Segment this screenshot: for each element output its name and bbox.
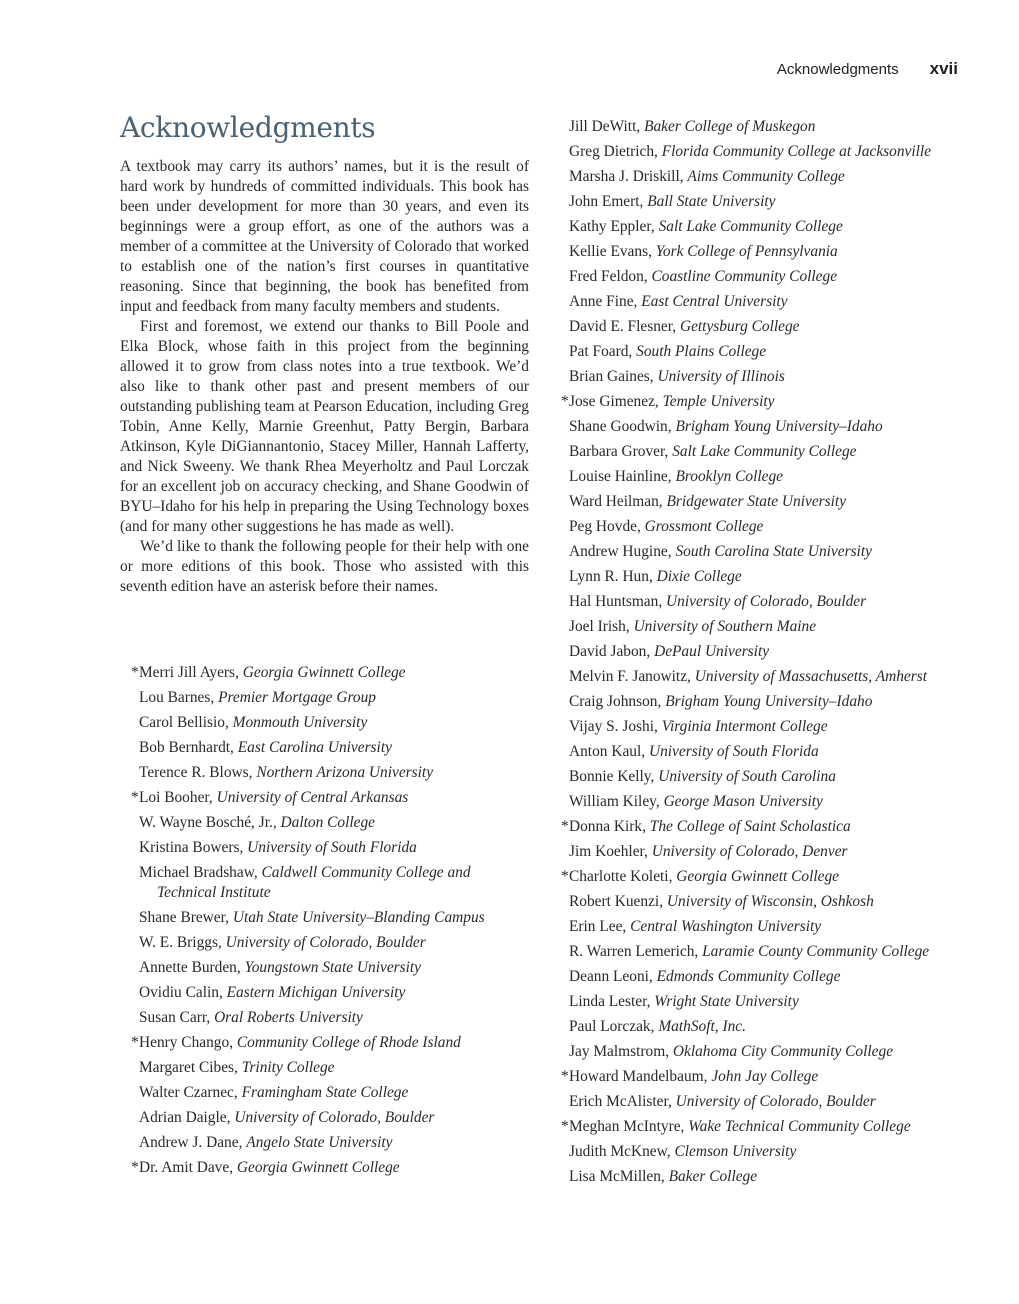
reviewer-name: William Kiley: [569, 793, 656, 810]
reviewer-name: Carol Bellisio: [139, 714, 225, 731]
reviewer-institution: University of Massachusetts, Amherst: [694, 668, 928, 685]
reviewer-institution: Caldwell Community College and Technical Institute: [157, 864, 471, 901]
reviewer-institution: Wright State University: [654, 993, 799, 1010]
reviewer-institution: East Carolina University: [237, 739, 392, 756]
reviewer-institution: South Plains College: [636, 343, 767, 360]
reviewer-entry: Lou Barnes, Premier Mortgage Group: [139, 689, 376, 706]
reviewer-institution: Oral Roberts University: [214, 1009, 363, 1026]
reviewer-institution: Premier Mortgage Group: [218, 689, 376, 706]
reviewer-name: Andrew Hugine: [569, 543, 668, 560]
reviewer-entry: Ward Heilman, Bridgewater State University: [569, 493, 847, 510]
reviewer-entry: Joel Irish, University of Southern Maine: [569, 618, 817, 635]
reviewer-entry: Jim Koehler, University of Colorado, Denver: [569, 843, 848, 860]
reviewer-entry: Shane Goodwin, Brigham Young University–Idaho: [569, 418, 883, 435]
reviewer-entry: Michael Bradshaw, Caldwell Community College and Technical Institute: [139, 864, 471, 901]
reviewer-name: W. E. Briggs: [139, 934, 218, 951]
reviewer-entry: Erin Lee, Central Washington University: [569, 918, 822, 935]
reviewer-name: Robert Kuenzi: [569, 893, 660, 910]
reviewer-entry: William Kiley, George Mason University: [569, 793, 823, 810]
reviewer-entry: * Dr. Amit Dave, Georgia Gwinnett College: [131, 1159, 400, 1176]
reviewer-entry: * Loi Booher, University of Central Arkansas: [131, 789, 409, 806]
asterisk-marker: *: [561, 868, 569, 885]
reviewer-name: Peg Hovde: [569, 518, 637, 535]
reviewer-name: Loi Booher: [139, 789, 209, 806]
reviewer-name: Hal Huntsman: [569, 593, 659, 610]
reviewer-name: Lisa McMillen: [569, 1168, 661, 1185]
reviewer-institution: University of Colorado, Boulder: [225, 934, 426, 951]
reviewer-institution: DePaul University: [654, 643, 770, 660]
reviewer-entry: Adrian Daigle, University of Colorado, Boulder: [139, 1109, 435, 1126]
reviewer-entry: Brian Gaines, University of Illinois: [569, 368, 785, 385]
reviewer-name: Melvin F. Janowitz: [569, 668, 688, 685]
reviewer-entry: Anton Kaul, University of South Florida: [569, 743, 819, 760]
reviewer-name: Shane Brewer: [139, 909, 226, 926]
paragraph-3: We’d like to thank the following people for their help with one or more editions of this book. Those who assisted with this seventh edition have an asterisk before their names.: [120, 538, 529, 595]
reviewer-entry: Greg Dietrich, Florida Community College at Jacksonville: [569, 143, 932, 160]
reviewer-name: Lynn R. Hun: [569, 568, 649, 585]
reviewer-entry: Andrew J. Dane, Angelo State University: [139, 1134, 393, 1151]
reviewer-entry: Barbara Grover, Salt Lake Community College: [569, 443, 857, 460]
reviewer-name: W. Wayne Bosché, Jr.: [139, 814, 273, 831]
reviewer-entry: Marsha J. Driskill, Aims Community College: [569, 168, 845, 185]
asterisk-marker: *: [131, 789, 139, 806]
reviewer-entry: * Donna Kirk, The College of Saint Scholastica: [561, 818, 851, 835]
reviewer-entry: Walter Czarnec, Framingham State College: [139, 1084, 409, 1101]
reviewer-institution: Trinity College: [241, 1059, 335, 1076]
reviewer-name: Adrian Daigle: [139, 1109, 227, 1126]
running-head: [777, 59, 958, 79]
reviewer-institution: Georgia Gwinnett College: [242, 664, 406, 681]
reviewer-name: Jay Malmstrom: [569, 1043, 666, 1060]
reviewer-name: Bonnie Kelly: [569, 768, 651, 785]
reviewer-entry: Bob Bernhardt, East Carolina University: [139, 739, 392, 756]
reviewer-name: Erin Lee: [569, 918, 623, 935]
reviewer-institution: Brigham Young University–Idaho: [675, 418, 883, 435]
reviewer-name: Howard Mandelbaum: [569, 1068, 704, 1085]
reviewer-institution: University of Colorado, Boulder: [675, 1093, 876, 1110]
reviewer-name: Jill DeWitt: [569, 118, 637, 135]
reviewer-entry: Jay Malmstrom, Oklahoma City Community College: [569, 1043, 894, 1060]
reviewer-institution: Laramie County Community College: [702, 943, 930, 960]
reviewer-institution: Eastern Michigan University: [226, 984, 406, 1001]
reviewer-name: Vijay S. Joshi: [569, 718, 655, 735]
reviewer-entry: Fred Feldon, Coastline Community College: [569, 268, 838, 285]
reviewer-name: Brian Gaines: [569, 368, 650, 385]
reviewer-institution: Coastline Community College: [651, 268, 838, 285]
reviewer-institution: University of Southern Maine: [633, 618, 817, 635]
reviewer-entry: Judith McKnew, Clemson University: [569, 1143, 797, 1160]
reviewer-entry: Ovidiu Calin, Eastern Michigan University: [139, 984, 406, 1001]
reviewer-name: Linda Lester: [569, 993, 647, 1010]
reviewer-institution: Bridgewater State University: [666, 493, 847, 510]
reviewer-entry: Kristina Bowers, University of South Florida: [139, 839, 417, 856]
reviewer-institution: Georgia Gwinnett College: [676, 868, 840, 885]
reviewer-institution: Aims Community College: [687, 168, 845, 185]
reviewer-name: Walter Czarnec: [139, 1084, 234, 1101]
reviewer-institution: Community College of Rhode Island: [236, 1034, 461, 1051]
reviewer-name: David E. Flesner: [569, 318, 673, 335]
reviewer-entry: Jill DeWitt, Baker College of Muskegon: [569, 118, 816, 135]
asterisk-marker: *: [561, 1118, 569, 1135]
reviewer-entry: Lisa McMillen, Baker College: [569, 1168, 758, 1185]
reviewer-name: Craig Johnson: [569, 693, 658, 710]
reviewer-entry: * Charlotte Koleti, Georgia Gwinnett College: [561, 868, 840, 885]
reviewer-entry: * Howard Mandelbaum, John Jay College: [561, 1068, 819, 1085]
reviewer-institution: Edmonds Community College: [656, 968, 841, 985]
reviewer-entry: Craig Johnson, Brigham Young University–Idaho: [569, 693, 873, 710]
reviewer-name: Greg Dietrich: [569, 143, 655, 160]
reviewer-institution: Youngstown State University: [244, 959, 422, 976]
reviewer-institution: University of Illinois: [657, 368, 785, 385]
reviewer-entry: Erich McAlister, University of Colorado, Boulder: [569, 1093, 876, 1110]
reviewer-institution: University of Colorado, Denver: [651, 843, 848, 860]
reviewer-institution: Temple University: [662, 393, 775, 410]
reviewer-institution: University of South Carolina: [658, 768, 836, 785]
reviewer-institution: Baker College: [668, 1168, 758, 1185]
reviewer-name: Anne Fine: [569, 293, 634, 310]
reviewer-name: Barbara Grover: [569, 443, 665, 460]
reviewer-institution: Utah State University–Blanding Campus: [232, 909, 485, 926]
reviewer-name: Bob Bernhardt: [139, 739, 231, 756]
reviewer-institution: George Mason University: [663, 793, 823, 810]
reviewer-name: Erich McAlister: [569, 1093, 668, 1110]
reviewer-name: Ovidiu Calin: [139, 984, 219, 1001]
reviewer-list-left: [131, 663, 529, 1183]
reviewer-entry: * Henry Chango, Community College of Rhode Island: [131, 1034, 461, 1051]
reviewer-entry: Hal Huntsman, University of Colorado, Boulder: [569, 593, 867, 610]
reviewer-institution: Wake Technical Community College: [688, 1118, 911, 1135]
reviewer-name: Charlotte Koleti: [569, 868, 669, 885]
reviewer-entry: Lynn R. Hun, Dixie College: [569, 568, 742, 585]
reviewer-entry: Paul Lorczak, MathSoft, Inc.: [569, 1018, 746, 1035]
reviewer-name: Kellie Evans: [569, 243, 649, 260]
asterisk-marker: *: [561, 393, 569, 410]
reviewer-name: Donna Kirk: [569, 818, 643, 835]
asterisk-marker: *: [131, 664, 139, 681]
reviewer-name: Susan Carr: [139, 1009, 207, 1026]
paragraph-2: First and foremost, we extend our thanks to Bill Poole and Elka Block, whose faith in this project from the beginning allowed it to grow from class notes into a true textbook. We’d also like to thank other past and present members of our outstanding publishing team at Pearson Education, including Greg Tobin, Anne Kelly, Marnie Greenhut, Patty Bergin, Barbara Atkinson, Kyle DiGiannantonio, Stacey Miller, Hannah Lafferty, and Nick Sweeny. We thank Rhea Meyerholtz and Paul Lorczak for an excellent job on accuracy checking, and Shane Goodwin of BYU–Idaho for his help in preparing the Using Technology boxes (and for many other suggestions he has made as well).: [120, 318, 529, 535]
reviewer-name: Annette Burden: [139, 959, 237, 976]
reviewer-entry: W. E. Briggs, University of Colorado, Boulder: [139, 934, 426, 951]
reviewer-name: Henry Chango: [139, 1034, 230, 1051]
reviewer-name: Kristina Bowers: [139, 839, 240, 856]
reviewer-institution: Florida Community College at Jacksonville: [661, 143, 932, 160]
reviewer-institution: The College of Saint Scholastica: [649, 818, 851, 835]
reviewer-institution: Salt Lake Community College: [672, 443, 857, 460]
reviewer-name: Anton Kaul: [569, 743, 642, 760]
reviewer-entry: John Emert, Ball State University: [569, 193, 776, 210]
reviewer-institution: East Central University: [641, 293, 788, 310]
reviewer-institution: Georgia Gwinnett College: [236, 1159, 400, 1176]
reviewer-entry: * Jose Gimenez, Temple University: [561, 393, 775, 410]
reviewer-institution: Dixie College: [656, 568, 742, 585]
reviewer-institution: Brigham Young University–Idaho: [665, 693, 873, 710]
asterisk-marker: *: [561, 818, 569, 835]
reviewer-institution: Central Washington University: [630, 918, 822, 935]
running-head-section: Acknowledgments: [776, 61, 899, 78]
reviewer-institution: Salt Lake Community College: [658, 218, 843, 235]
reviewer-name: Jim Koehler: [569, 843, 645, 860]
reviewer-entry: Annette Burden, Youngstown State University: [139, 959, 422, 976]
asterisk-marker: *: [131, 1159, 139, 1176]
page-title: Acknowledgments: [120, 111, 376, 144]
reviewer-institution: University of Central Arkansas: [216, 789, 409, 806]
reviewer-institution: Framingham State College: [241, 1084, 409, 1101]
reviewer-entry: Kathy Eppler, Salt Lake Community College: [569, 218, 843, 235]
reviewer-name: Judith McKnew: [569, 1143, 667, 1160]
reviewer-institution: Northern Arizona University: [256, 764, 434, 781]
page-number: xvii: [929, 59, 958, 78]
reviewer-entry: Melvin F. Janowitz, University of Massachusetts, Amherst: [569, 668, 928, 685]
reviewer-institution: Grossmont College: [644, 518, 764, 535]
reviewer-name: Ward Heilman: [569, 493, 659, 510]
reviewer-institution: MathSoft, Inc.: [658, 1018, 746, 1035]
reviewer-institution: Angelo State University: [246, 1134, 393, 1151]
asterisk-marker: *: [131, 1034, 139, 1051]
intro-text: [120, 157, 529, 597]
reviewer-entry: Peg Hovde, Grossmont College: [569, 518, 764, 535]
reviewer-entry: Andrew Hugine, South Carolina State University: [569, 543, 872, 560]
reviewer-name: Pat Foard: [569, 343, 629, 360]
reviewer-entry: Bonnie Kelly, University of South Carolina: [569, 768, 836, 785]
reviewer-name: Marsha J. Driskill: [569, 168, 680, 185]
reviewer-institution: Baker College of Muskegon: [644, 118, 816, 135]
reviewer-institution: Monmouth University: [232, 714, 368, 731]
reviewer-institution: York College of Pennsylvania: [655, 243, 838, 260]
reviewer-institution: Gettysburg College: [679, 318, 800, 335]
reviewer-entry: Robert Kuenzi, University of Wisconsin, Oshkosh: [569, 893, 874, 910]
reviewer-institution: University of Colorado, Boulder: [234, 1109, 435, 1126]
reviewer-list-right: [561, 117, 989, 1192]
reviewer-name: Louise Hainline: [569, 468, 668, 485]
reviewer-name: David Jabon: [569, 643, 647, 660]
asterisk-marker: *: [561, 1068, 569, 1085]
reviewer-entry: * Merri Jill Ayers, Georgia Gwinnett College: [131, 664, 406, 681]
reviewer-entry: Deann Leoni, Edmonds Community College: [569, 968, 841, 985]
reviewer-name: Kathy Eppler: [569, 218, 651, 235]
reviewer-entry: Susan Carr, Oral Roberts University: [139, 1009, 363, 1026]
reviewer-name: Meghan McIntyre: [569, 1118, 681, 1135]
reviewer-institution: University of Wisconsin, Oshkosh: [666, 893, 874, 910]
reviewer-name: Dr. Amit Dave: [139, 1159, 230, 1176]
reviewer-entry: Vijay S. Joshi, Virginia Intermont College: [569, 718, 828, 735]
reviewer-entry: Pat Foard, South Plains College: [569, 343, 767, 360]
reviewer-institution: Virginia Intermont College: [661, 718, 828, 735]
reviewer-name: Jose Gimenez: [569, 393, 655, 410]
reviewer-name: Deann Leoni: [569, 968, 649, 985]
reviewer-entry: David Jabon, DePaul University: [569, 643, 770, 660]
reviewer-institution: Ball State University: [647, 193, 776, 210]
reviewer-entry: Kellie Evans, York College of Pennsylvania: [569, 243, 838, 260]
reviewer-institution: Dalton College: [280, 814, 376, 831]
reviewer-name: Joel Irish: [569, 618, 626, 635]
reviewer-entry: Terence R. Blows, Northern Arizona University: [139, 764, 434, 781]
reviewer-institution: Brooklyn College: [675, 468, 783, 485]
reviewer-institution: University of Colorado, Boulder: [666, 593, 867, 610]
reviewer-name: Merri Jill Ayers: [139, 664, 236, 681]
reviewer-name: Margaret Cibes: [139, 1059, 235, 1076]
reviewer-name: Paul Lorczak: [569, 1018, 651, 1035]
reviewer-entry: * Meghan McIntyre, Wake Technical Community College: [561, 1118, 911, 1135]
reviewer-name: Shane Goodwin: [569, 418, 668, 435]
reviewer-name: John Emert: [569, 193, 640, 210]
reviewer-name: Michael Bradshaw: [139, 864, 254, 881]
reviewer-entry: Linda Lester, Wright State University: [569, 993, 799, 1010]
reviewer-institution: Clemson University: [674, 1143, 797, 1160]
reviewer-entry: Margaret Cibes, Trinity College: [139, 1059, 335, 1076]
reviewer-institution: South Carolina State University: [675, 543, 872, 560]
reviewer-entry: Carol Bellisio, Monmouth University: [139, 714, 368, 731]
reviewer-entry: Anne Fine, East Central University: [569, 293, 788, 310]
reviewer-name: Fred Feldon: [569, 268, 644, 285]
reviewer-name: R. Warren Lemerich: [569, 943, 695, 960]
reviewer-entry: Shane Brewer, Utah State University–Blanding Campus: [139, 909, 485, 926]
reviewer-entry: R. Warren Lemerich, Laramie County Community College: [569, 943, 930, 960]
reviewer-institution: Oklahoma City Community College: [672, 1043, 894, 1060]
reviewer-entry: David E. Flesner, Gettysburg College: [569, 318, 800, 335]
reviewer-entry: Louise Hainline, Brooklyn College: [569, 468, 783, 485]
reviewer-institution: University of South Florida: [247, 839, 417, 856]
reviewer-entry: W. Wayne Bosché, Jr., Dalton College: [139, 814, 376, 831]
reviewer-name: Andrew J. Dane: [139, 1134, 239, 1151]
reviewer-institution: University of South Florida: [648, 743, 819, 760]
reviewer-name: Lou Barnes: [139, 689, 211, 706]
reviewer-name: Terence R. Blows: [139, 764, 249, 781]
paragraph-1: A textbook may carry its authors’ names, but it is the result of hard work by hundreds of committed individuals. This book has been under development for more than 30 years, and even its beginnings were a group effort, as one of the authors was a member of a committee at the University of Colorado that worked to establish one of the nation’s first courses in quantitative reasoning. Since that beginning, the book has benefited from input and feedback from many faculty members and students.: [120, 158, 529, 315]
reviewer-institution: John Jay College: [711, 1068, 819, 1085]
